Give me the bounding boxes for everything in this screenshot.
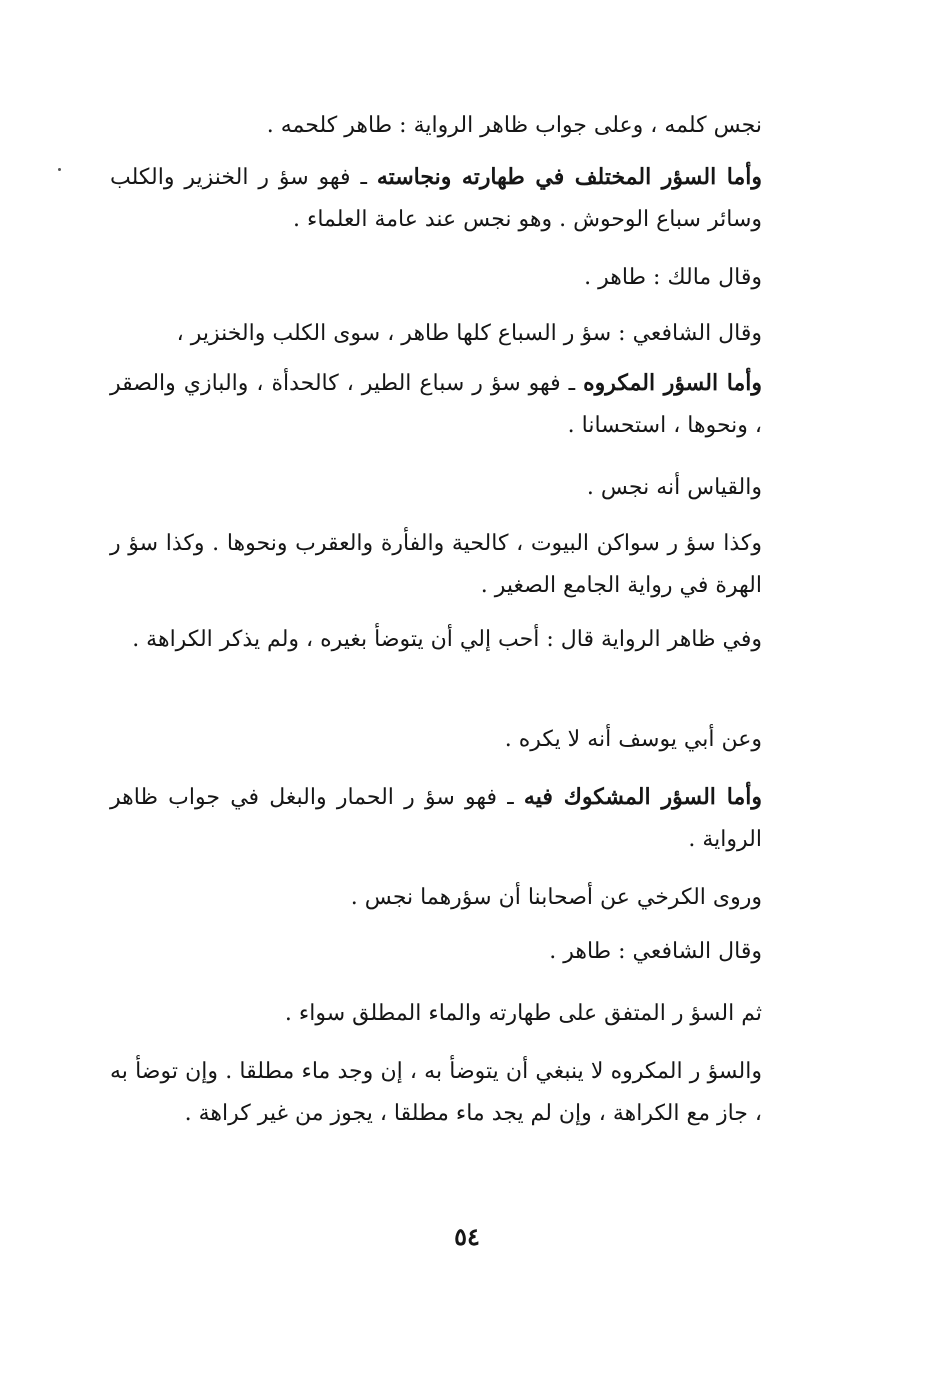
paragraph-8 (110, 618, 762, 661)
paragraph-1 (110, 104, 762, 147)
paragraph-text: والقياس أنه نجس . (586, 475, 762, 500)
paragraph-6 (110, 466, 762, 509)
paragraph-12 (110, 930, 762, 973)
paragraph-7 (110, 522, 762, 607)
paragraph-5 (110, 362, 762, 447)
paragraph-text: ـ فهو سؤ ر سباع الطير ، كالحدأة ، والبازي والصقر ، ونحوها ، استحسانا . (110, 371, 762, 438)
paragraph-text: وقال الشافعي : سؤ ر السباع كلها طاهر ، سوى الكلب والخنزير ، (176, 321, 762, 346)
paragraph-text: وعن أبي يوسف أنه لا يكره . (504, 727, 762, 752)
paragraph-text: وقال مالك : طاهر . (584, 265, 762, 290)
paragraph-text: ثم السؤ ر المتفق على طهارته والماء المطلق سواء . (284, 1001, 762, 1026)
paragraph-text: ـ فهو سؤ ر الخنزير والكلب وسائر سباع الوحوش . وهو نجس عند عامة العلماء . (110, 165, 762, 232)
paragraph-text: وفي ظاهر الرواية قال : أحب إلي أن يتوضأ بغيره ، ولم يذكر الكراهة . (132, 627, 762, 652)
paragraph-9 (110, 718, 762, 761)
paragraph-text: نجس كلمه ، وعلى جواب ظاهر الرواية : طاهر كلحمه . (266, 113, 762, 138)
paragraph-text: وقال الشافعي : طاهر . (549, 939, 762, 964)
paragraph-14 (110, 1050, 762, 1135)
paragraph-4 (110, 312, 762, 355)
paragraph-13 (110, 992, 762, 1035)
paragraph-text: ـ فهو سؤ ر الحمار والبغل في جواب ظاهر الرواية . (110, 785, 762, 852)
paragraph-text: وروى الكرخي عن أصحابنا أن سؤرهما نجس . (350, 885, 762, 910)
paragraph-text: وكذا سؤ ر سواكن البيوت ، كالحية والفأرة والعقرب ونحوها . وكذا سؤ ر الهرة في رواية الجامع الصغير . (110, 531, 762, 598)
paragraph-10 (110, 776, 762, 861)
paragraph-2 (110, 156, 762, 241)
scan-speck (58, 168, 61, 171)
paragraph-3 (110, 256, 762, 299)
paragraph-lead: وأما السؤر المختلف في طهارته ونجاسته (376, 164, 762, 190)
paragraph-lead: وأما السؤر المشكوك فيه (523, 784, 763, 810)
page-number: ٥٤ (454, 1222, 480, 1251)
paragraph-11 (110, 876, 762, 919)
paragraph-text: والسؤ ر المكروه لا ينبغي أن يتوضأ به ، إن وجد ماء مطلقا . وإن توضأ به ، جاز مع الكراهة ، وإن لم يجد ماء مطلقا ، يجوز من غير كراهة . (110, 1059, 762, 1126)
paragraph-lead: وأما السؤر المكروه (583, 370, 762, 396)
